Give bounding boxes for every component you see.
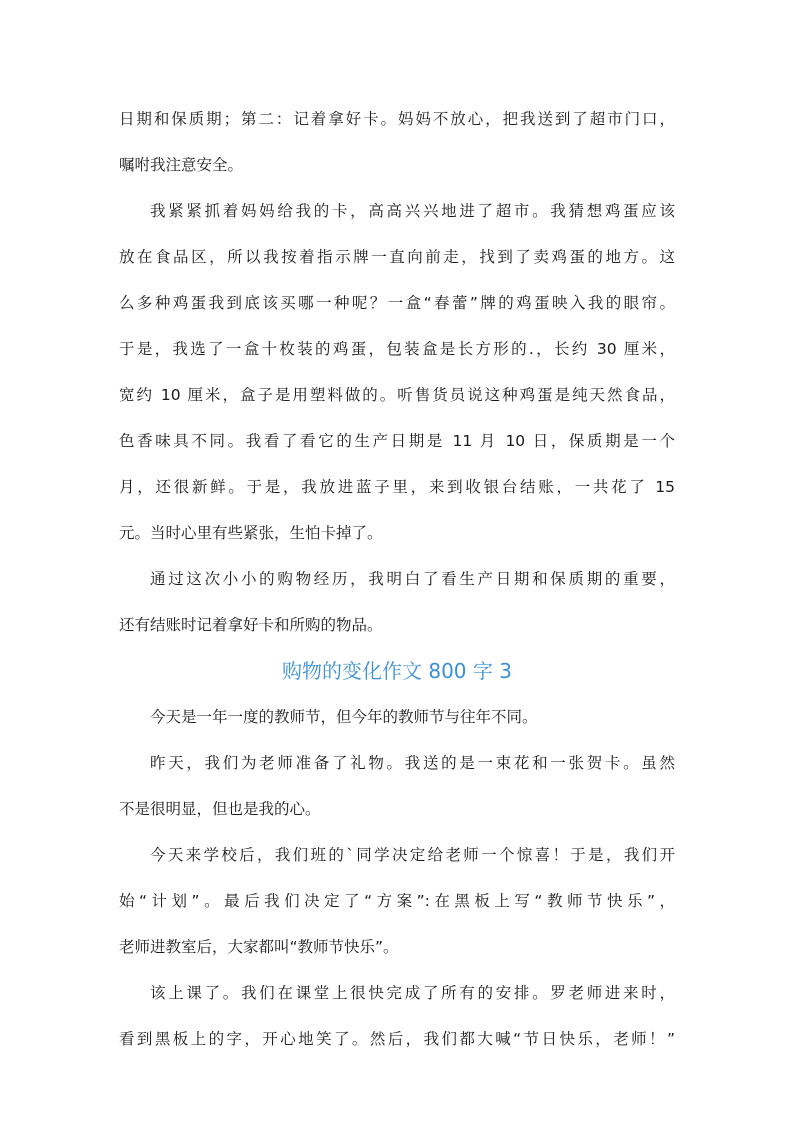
- text-line: 放在食品区，所以我按着指示牌一直向前走，找到了卖鸡蛋的地方。这: [119, 248, 675, 266]
- text-line: 日期和保质期；第二：记着拿好卡。妈妈不放心，把我送到了超市门口，: [119, 110, 675, 128]
- text-line: 看到黑板上的字，开心地笑了。然后，我们都大喊“节日快乐，老师！”: [119, 1030, 675, 1048]
- paragraph: [119, 188, 675, 556]
- text-line: 不是很明显，但也是我的心。: [119, 800, 321, 818]
- paragraph: [119, 96, 675, 188]
- text-line: 该上课了。我们在课堂上很快完成了所有的安排。罗老师进来时，: [150, 984, 675, 1002]
- text-line: 通过这次小小的购物经历，我明白了看生产日期和保质期的重要，: [150, 570, 675, 588]
- text-line: 宽约 10 厘米，盒子是用塑料做的。听售货员说这种鸡蛋是纯天然食品，: [119, 386, 675, 404]
- text-line: 么多种鸡蛋我到底该买哪一种呢？一盒“春蕾”牌的鸡蛋映入我的眼帘。: [119, 294, 675, 312]
- text-line: 始“计划”。最后我们决定了“方案”:在黑板上写“教师节快乐”，: [119, 892, 675, 910]
- paragraph: [119, 740, 675, 832]
- text-line: 昨天，我们为老师准备了礼物。我送的是一束花和一张贺卡。虽然: [150, 754, 675, 772]
- text-line: 今天是一年一度的教师节，但今年的教师节与往年不同。: [150, 708, 538, 726]
- document-body: [119, 96, 675, 1062]
- text-line: 色香味具不同。我看了看它的生产日期是 11 月 10 日，保质期是一个: [119, 432, 675, 450]
- text-line: 于是，我选了一盒十枚装的鸡蛋，包装盒是长方形的.，长约 30 厘米，: [119, 340, 675, 358]
- paragraph: [119, 556, 675, 648]
- section-heading: 购物的变化作文 800 字 3: [282, 659, 512, 683]
- text-line: 月，还很新鲜。于是，我放进蓝子里，来到收银台结账，一共花了 15: [119, 478, 675, 496]
- paragraph: [119, 832, 675, 970]
- text-line: 还有结账时记着拿好卡和所购的物品。: [119, 616, 383, 634]
- text-line: 老师进教室后，大家都叫“教师节快乐”。: [119, 938, 399, 956]
- paragraph: [119, 694, 675, 740]
- text-line: 嘱咐我注意安全。: [119, 156, 244, 174]
- paragraph: [119, 970, 675, 1062]
- text-line: 元。当时心里有些紧张，生怕卡掉了。: [119, 524, 383, 542]
- text-line: 今天来学校后，我们班的`同学决定给老师一个惊喜！于是，我们开: [150, 846, 675, 864]
- text-line: 我紧紧抓着妈妈给我的卡，高高兴兴地进了超市。我猜想鸡蛋应该: [150, 202, 675, 220]
